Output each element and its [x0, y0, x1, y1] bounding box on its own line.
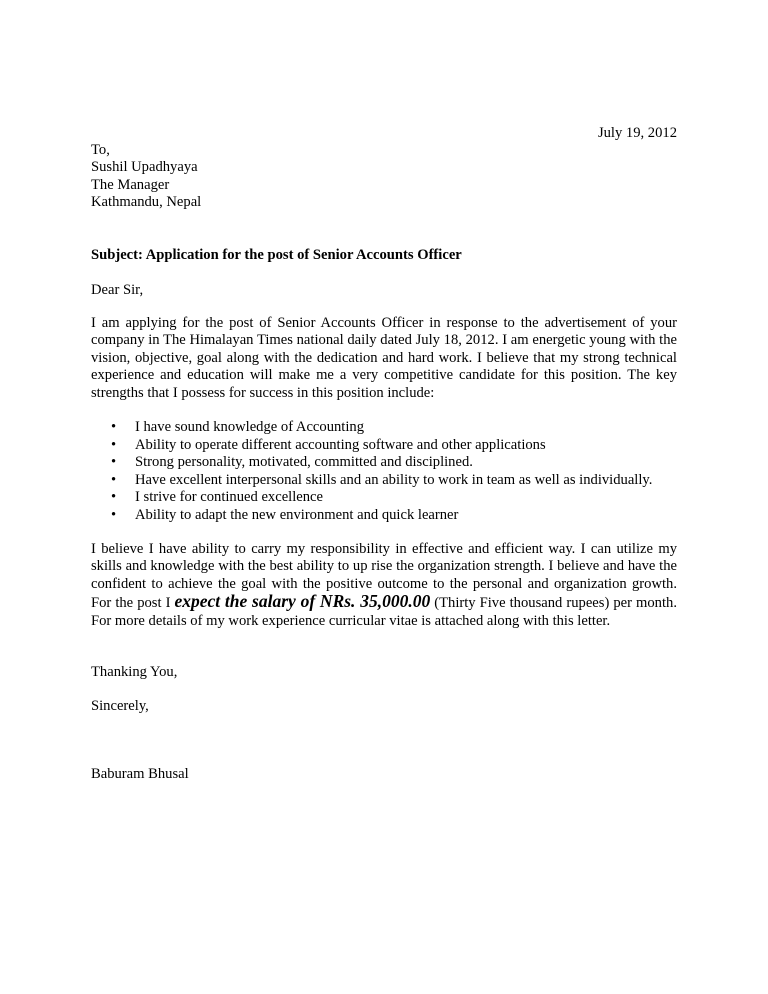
list-item [91, 489, 652, 507]
strength-text: I strive for continued excellence [135, 489, 324, 506]
letter-closing: Thanking You, [91, 664, 178, 680]
list-item [91, 472, 652, 490]
letter-date: July 19, 2012 [597, 125, 677, 141]
bullet-icon: • [111, 506, 117, 523]
letter-signoff: Sincerely, [91, 698, 149, 714]
bullet-icon: • [111, 471, 117, 488]
strength-text: Ability to operate different accounting software and other applications [135, 436, 546, 453]
salary-expectation: expect the salary of NRs. 35,000.00 [174, 591, 431, 612]
list-item [91, 437, 652, 455]
recipient-to: To, [91, 142, 110, 158]
strength-text: Strong personality, motivated, committed and disciplined. [135, 454, 473, 471]
bullet-icon: • [111, 436, 117, 453]
list-item [91, 454, 652, 472]
body-paragraph-end: (Thirty Five thousand rupees) per month. For more details of my work experience curricular vitae is attached along with this letter. [91, 595, 677, 629]
bullet-icon: • [111, 419, 117, 435]
bullet-icon: • [111, 489, 117, 506]
strengths-list [91, 419, 652, 525]
recipient-title: The Manager [91, 177, 170, 193]
strength-text: Have excellent interpersonal skills and an ability to work in team as well as individually. [135, 471, 653, 488]
letter-subject: Subject: Application for the post of Senior Accounts Officer [91, 247, 462, 263]
body-paragraph-start: I believe I have ability to carry my responsibility in effective and efficient way. I can utilize my skills and knowledge with the best ability to up rise the organization strength. I believe and have the confident to achieve the goal with the positive outcome to the personal and organization growth. For the post I [91, 541, 677, 612]
recipient-name: Sushil Upadhyaya [91, 159, 198, 175]
body-paragraph [91, 541, 677, 630]
sender-name: Baburam Bhusal [91, 766, 189, 782]
bullet-icon: • [111, 454, 117, 471]
letter-salutation: Dear Sir, [91, 282, 144, 298]
strength-text: Ability to adapt the new environment and quick learner [135, 506, 459, 523]
list-item [91, 419, 652, 437]
list-item [91, 507, 652, 525]
intro-paragraph: I am applying for the post of Senior Accounts Officer in response to the advertisement of your company in The Himalayan Times national daily dated July 18, 2012. I am energetic young with the vision, objective, goal along with the dedication and hard work. I believe that my strong technical experience and education will make me a very competitive candidate for this position. The key strengths that I possess for success in this position include: [91, 315, 677, 401]
strength-text: I have sound knowledge of Accounting [135, 419, 364, 435]
recipient-location: Kathmandu, Nepal [91, 194, 202, 210]
